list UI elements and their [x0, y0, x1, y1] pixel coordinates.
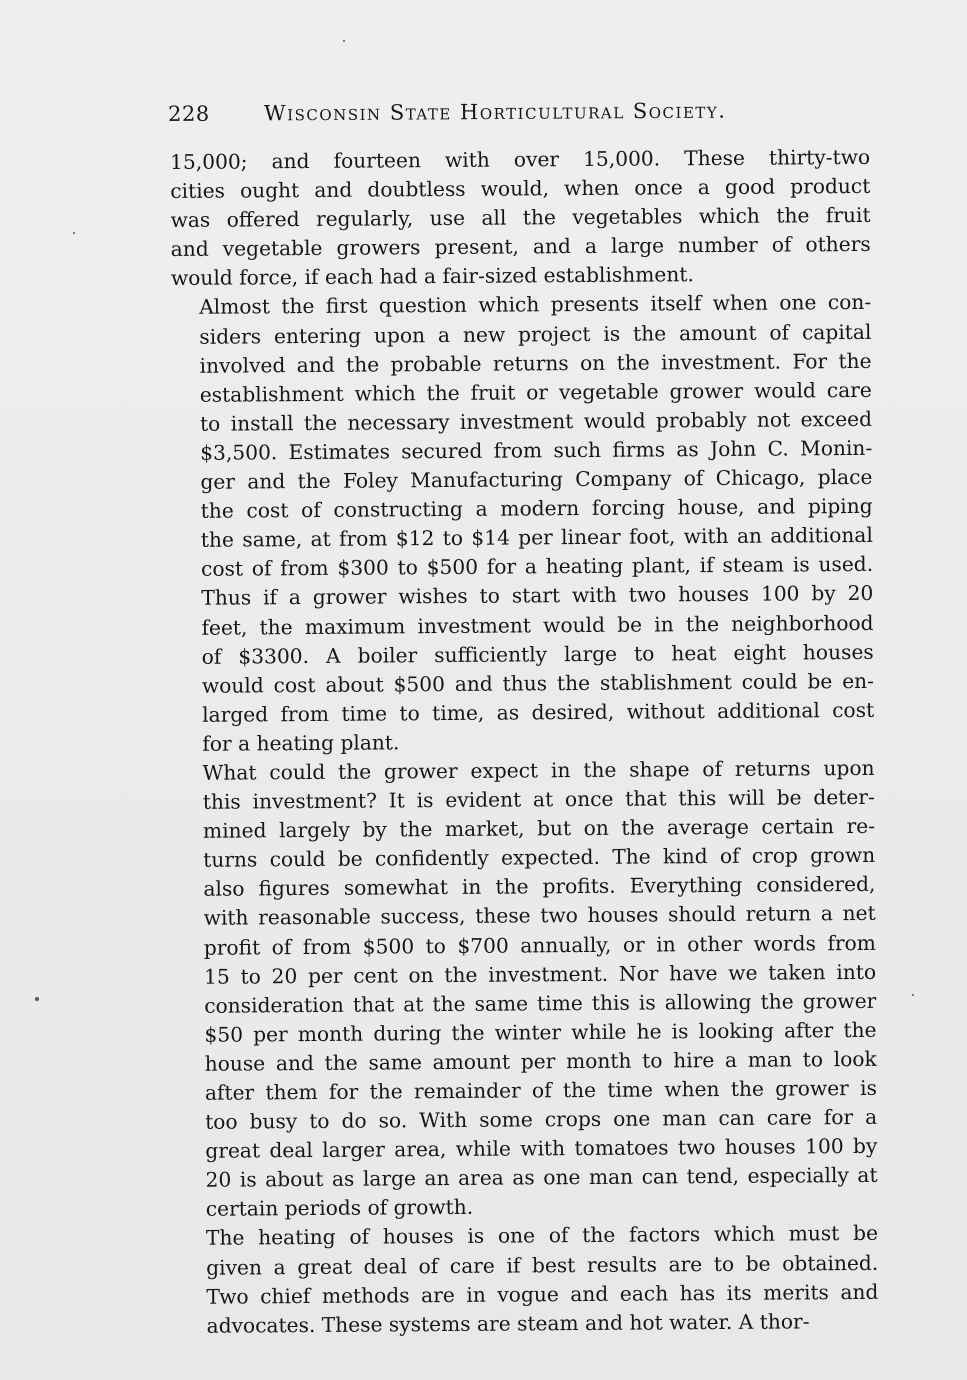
text-line: would force, if each had a fair-sized establishment.: [170, 262, 694, 291]
text-line: What could the grower expect in the shape of returns upon: [202, 755, 875, 785]
text-line: the cost of constructing a modern forcing house, and piping: [200, 493, 873, 523]
text-line: after them for the remainder of the time when the grower is: [204, 1075, 877, 1105]
text-line: Thus if a grower wishes to start with two houses 100 by 20: [201, 581, 874, 611]
page-header: [168, 94, 768, 132]
text-line: profit of from $500 to $700 annually, or in other words from: [203, 930, 876, 960]
text-line: would cost about $500 and thus the stablishment could be en-: [201, 668, 875, 698]
text-line: and vegetable growers present, and a large number of others: [170, 232, 871, 262]
text-line: of $3300. A boiler sufficiently large to heat eight houses: [201, 639, 874, 669]
text-line: great deal larger area, while with tomatoes two houses 100 by: [205, 1134, 878, 1163]
paragraph: [170, 143, 871, 294]
text-line: Two chief methods are in vogue and each has its merits and: [206, 1279, 879, 1309]
text-line: house and the same amount per month to hire a man to look: [204, 1046, 877, 1076]
text-line: this investment? It is evident at once that this will be deter-: [202, 784, 875, 814]
text-line: also figures somewhat in the profits. Everything considered,: [203, 872, 876, 902]
text-line: Almost the first question which presents itself when one con-: [199, 290, 872, 320]
text-line: consideration that at the same time this is allowing the grower: [204, 988, 877, 1018]
text-line: $3,500. Estimates secured from such firms as John C. Monin-: [200, 435, 873, 465]
print-speck: [35, 997, 39, 1001]
text-line: 20 is about as large an area as one man can tend, especially at: [205, 1163, 878, 1193]
text-line: the same, at from $12 to $14 per linear foot, with an additional: [200, 523, 873, 553]
paragraph: [178, 1219, 879, 1341]
text-line: ger and the Foley Manufacturing Company of Chicago, place: [200, 464, 873, 494]
text-line: was offered regularly, use all the vegetables which the fruit: [170, 203, 871, 233]
text-line: establishment which the fruit or vegetable grower would care: [199, 377, 872, 407]
text-line: advocates. These systems are steam and hot water. A thor-: [206, 1309, 810, 1338]
paragraph: [171, 288, 874, 759]
body-text: [170, 143, 879, 1341]
text-line: turns could be confidently expected. The kind of crop grown: [203, 843, 876, 873]
page-number: 228: [168, 101, 210, 126]
print-speck: [73, 232, 75, 234]
text-line: given a great deal of care if best results are to be obtained.: [206, 1250, 879, 1280]
text-line: feet, the maximum investment would be in the neighborhood: [201, 610, 874, 640]
text-line: with reasonable success, these two houses should return a net: [203, 901, 876, 931]
text-line: to install the necessary investment would probably not exceed: [199, 406, 873, 436]
text-line: involved and the probable returns on the investment. For the: [199, 348, 872, 378]
text-line: 15 to 20 per cent on the investment. Nor have we taken into: [203, 959, 877, 989]
text-line: certain periods of growth.: [205, 1195, 474, 1222]
text-line: cities ought and doubtless would, when once a good product: [170, 173, 871, 204]
text-line: 15,000; and fourteen with over 15,000. These thirty-two: [170, 144, 871, 174]
print-speck: [912, 994, 914, 996]
text-line: for a heating plant.: [202, 730, 400, 756]
running-head: Wisconsin State Horticultural Society.: [264, 98, 727, 126]
text-line: siders entering upon a new project is the amount of capital: [199, 319, 872, 349]
text-line: The heating of houses is one of the factors which must be: [205, 1221, 879, 1251]
print-speck: [343, 40, 345, 42]
text-line: $50 per month during the winter while he is looking after the: [204, 1017, 877, 1047]
text-line: larged from time to time, as desired, without additional cost: [202, 697, 875, 727]
paragraph: [174, 754, 877, 1225]
text-line: mined largely by the market, but on the average certain re-: [202, 814, 876, 843]
text-line: cost of from $300 to $500 for a heating plant, if steam is used.: [200, 552, 874, 582]
text-line: too busy to do so. With some crops one man can care for a: [205, 1104, 878, 1134]
